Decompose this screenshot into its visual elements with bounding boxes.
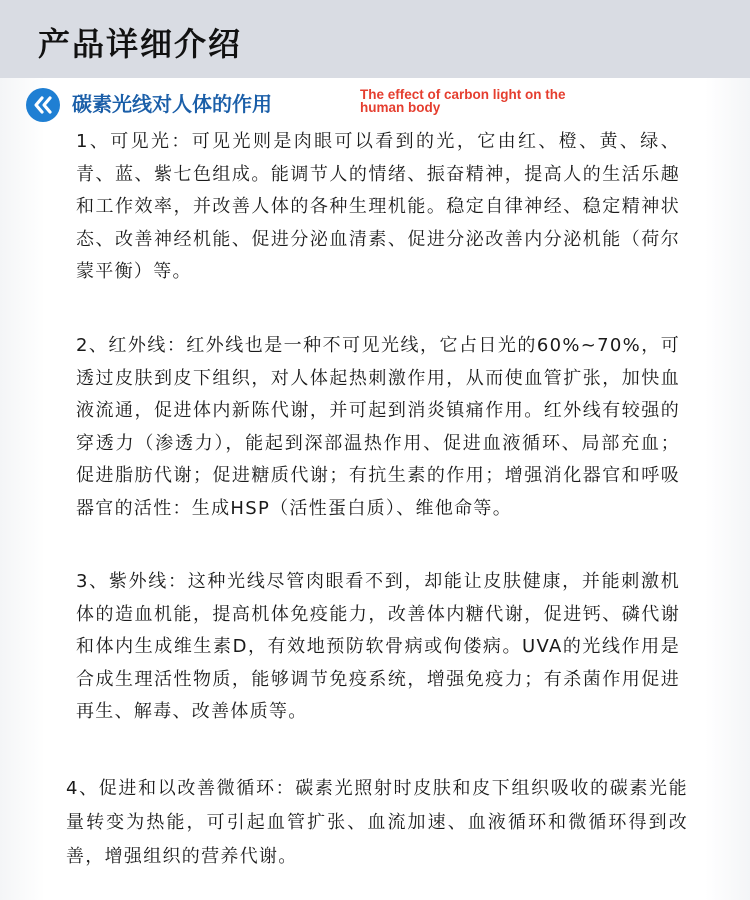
paragraph-infrared: 2、红外线：红外线也是一种不可见光线，它占日光的60%~70%，可透过皮肤到皮下组织，对人体起热刺激作用，从而使血管扩张，加快血液流通，促进体内新陈代谢，并可起到消炎镇痛作用。红外线有较强的穿透力（渗透力），能起到深部温热作用、促进血液循环、局部充血；促进脂肪代谢；促进糖质代谢；有抗生素的作用；增强消化器官和呼吸器官的活性：生成HSP（活性蛋白质）、维他命等。 bbox=[76, 335, 680, 519]
page-title: 产品详细介绍 bbox=[38, 25, 243, 63]
paragraph-ultraviolet: 3、紫外线：这种光线尽管肉眼看不到，却能让皮肤健康，并能刺激机体的造血机能，提高机体免疫能力，改善体内糖代谢，促进钙、磷代谢和体内生成维生素D，有效地预防软骨病或佝偻病。UVA的光线作用是合成生理活性物质，能够调节免疫系统，增强免疫力；有杀菌作用促进再生、解毒、改善体质等。 bbox=[76, 571, 680, 722]
section-subtitle: The effect of carbon light on the human body bbox=[360, 87, 566, 115]
paragraph-visible-light: 1、可见光：可见光则是肉眼可以看到的光，它由红、橙、黄、绿、青、蓝、紫七色组成。能调节人的情绪、振奋精神，提高人的生活乐趣和工作效率，并改善人体的各种生理机能。稳定自律神经、稳定精神状态、改善神经机能、促进分泌血清素、促进分泌改善内分泌机能（荷尔蒙平衡）等。 bbox=[76, 131, 680, 282]
section-title: 碳素光线对人体的作用 bbox=[72, 92, 272, 116]
double-chevron-left-icon bbox=[26, 88, 60, 122]
section-header bbox=[26, 86, 726, 122]
page-header bbox=[0, 0, 750, 78]
paragraph-microcirculation: 4、促进和以改善微循环：碳素光照射时皮肤和皮下组织吸收的碳素光能量转变为热能，可引起血管扩张、血流加速、血液循环和微循环得到改善，增强组织的营养代谢。 bbox=[66, 778, 688, 867]
